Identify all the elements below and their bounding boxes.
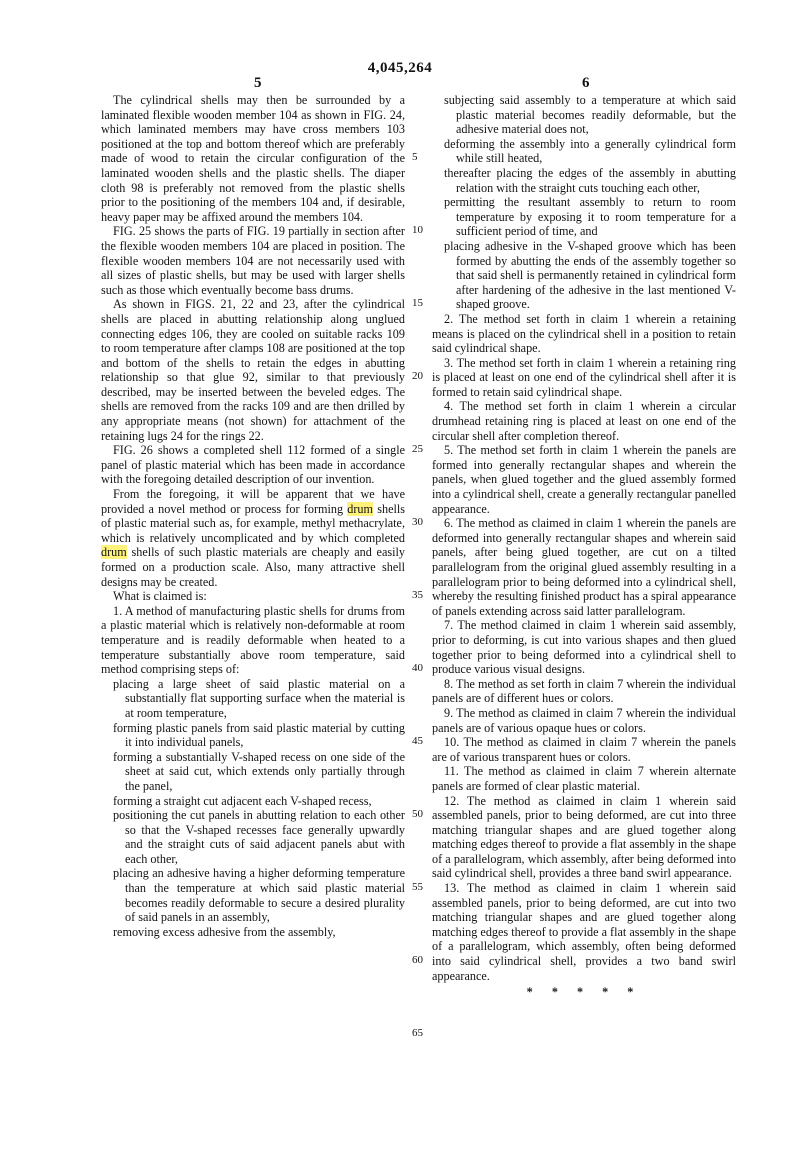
end-mark: * * * * * xyxy=(526,985,642,1000)
line-number: 65 xyxy=(412,1027,423,1039)
claim-step: removing excess adhesive from the assembly, xyxy=(113,924,336,939)
line-number: 15 xyxy=(412,297,423,309)
text-span: shells of plastic material such as, for example, methyl methacrylate, which is relatively uncomplicated and by which completed xyxy=(101,501,405,545)
line-number: 40 xyxy=(412,662,423,674)
paragraph: FIG. 26 shows a completed shell 112 formed of a single panel of plastic material which has been made in accordance with the foregoing detailed description of our invention. xyxy=(101,443,405,487)
line-number: 60 xyxy=(412,954,423,966)
text-span: From the foregoing, it will be apparent that we have provided a novel method or process for forming xyxy=(101,487,405,516)
claim-step: placing adhesive in the V-shaped groove which has been formed by abutting the ends of the assembly together so that said shell is permanently retained in cylindrical form after hardening of the adhesive in the last mentioned V-shaped groove. xyxy=(444,238,736,312)
left-text-column xyxy=(101,93,405,939)
line-number: 10 xyxy=(412,224,423,236)
line-number: 35 xyxy=(412,589,423,601)
claim: 11. The method as claimed in claim 7 wherein alternate panels are formed of clear plastic material. xyxy=(432,764,736,793)
line-number: 5 xyxy=(412,151,418,163)
right-column-number: 6 xyxy=(582,75,590,91)
claim: 9. The method as claimed in claim 7 wherein the individual panels are of various opaque hues or colors. xyxy=(432,705,736,735)
line-number: 30 xyxy=(412,516,423,528)
search-highlight: drum xyxy=(101,545,127,560)
paragraph: As shown in FIGS. 21, 22 and 23, after the cylindrical shells are placed in abutting relationship along unglued connecting edges 106, they are cooled on suitable racks 109 to room temperature after clamps 108 are positioned at the top and bottom of the shells to retain the edges in abutting relationship so that glue 92, similar to that previously described, may be inserted between the beveled edges. The shells are removed from the racks 109 and are then drilled by any appropriate means (not shown) for attachment of the retaining lugs 24 for the rings 22. xyxy=(101,297,405,443)
line-number: 20 xyxy=(412,370,423,382)
claim: 10. The method as claimed in claim 7 wherein the panels are of various transparent hues or colors. xyxy=(432,735,736,764)
paragraph: The cylindrical shells may then be surrounded by a laminated flexible wooden member 104 as shown in FIG. 24, which laminated members may have cross members 103 positioned at the top and bottom thereof which are preferably made of wood to retain the circular configuration of the laminated wooden shells and the plastic shells. The diaper cloth 98 is preferably not removed from the plastic shells prior to the positioning of the members 104 and, if desirable, heavy paper may be affixed around the members 104. xyxy=(101,93,405,224)
claim-step: placing a large sheet of said plastic material on a substantially flat supporting surface when the material is at room temperature, xyxy=(113,676,405,720)
line-number: 55 xyxy=(412,881,423,893)
claim: 2. The method set forth in claim 1 wherein a retaining means is placed on the cylindrical shell in a position to retain said cylindrical shape. xyxy=(432,311,736,356)
claim-step: positioning the cut panels in abutting relation to each other so that the V-shaped recesses face generally upwardly and the straight cuts of said adjacent panels abut with each other, xyxy=(113,808,405,866)
paragraph: FIG. 25 shows the parts of FIG. 19 partially in section after the flexible wooden members 104 are placed in position. The flexible wooden members 104 are not necessarily used with all sizes of plastic shells, but may be used with larger shells such as those which eventually become bass drums. xyxy=(101,224,405,297)
right-text-column xyxy=(432,93,736,1000)
line-number: 45 xyxy=(412,735,423,747)
claim-step: forming a substantially V-shaped recess on one side of the sheet at said cut, which extends only partially through the panel, xyxy=(113,749,405,793)
claim: 8. The method as set forth in claim 7 wherein the individual panels are of different hues or colors. xyxy=(432,676,736,706)
paragraph-with-highlights xyxy=(101,487,405,589)
line-number: 50 xyxy=(412,808,423,820)
claim: 5. The method set forth in claim 1 wherein the panels are formed into generally rectangular shapes and wherein the panels, when glued together and the glued assembly formed into a cylindrical shell, create a generally rectangular panelled appearance. xyxy=(432,443,736,516)
claim: 12. The method as claimed in claim 1 wherein said assembled panels, prior to being deformed, are cut into three matching triangular shapes and are glued together along matching edges thereof to provide a flat assembly in the shape of a parallelogram, which assembly, after being deformed into said cylindrical shell, provides a three band swirl appearance. xyxy=(432,793,736,881)
left-column-number: 5 xyxy=(254,75,262,91)
claim: 3. The method set forth in claim 1 wherein a retaining ring is placed at least on one end of the cylindrical shell after it is formed to retain said cylindrical shape. xyxy=(432,355,736,399)
claim: 13. The method as claimed in claim 1 wherein said assembled panels, prior to being deformed, are cut into two matching triangular shapes and are glued together along matching edges thereof to provide a flat assembly in the shape of a parallelogram, which assembly, often being deformed into said cylindrical shell, provides a two band swirl appearance. xyxy=(432,881,736,983)
claim: 6. The method as claimed in claim 1 wherein the panels are deformed into generally rectangular shapes and wherein said panels, after being glued together, are cut on a tilted parallelogram from the original glued assembly resulting in a parallelogram prior to being deformed into a cylindrical shell, whereby the resulting finished product has a spiral appearance of panels extending across said latter parallelogram. xyxy=(432,516,736,618)
claim-1-intro: 1. A method of manufacturing plastic shells for drums from a plastic material which is relatively non-deformable at room temperature and is readily deformable when heated to a temperature substantially above room temperature, said method comprising steps of: xyxy=(101,603,405,677)
claim-step: forming a straight cut adjacent each V-shaped recess, xyxy=(113,793,372,808)
claim: 7. The method claimed in claim 1 wherein said assembly, prior to deforming, is cut into various shapes and then glued together prior to being deformed into a cylindrical shell to produce various visual designs. xyxy=(432,618,736,677)
claims-heading: What is claimed is: xyxy=(113,589,207,604)
patent-number: 4,045,264 xyxy=(367,60,433,76)
claim-step: subjecting said assembly to a temperature at which said plastic material becomes readily deformable, but the adhesive material does not, xyxy=(444,93,736,137)
claim-step: forming plastic panels from said plastic material by cutting it into individual panels, xyxy=(113,720,405,750)
line-number: 25 xyxy=(412,443,423,455)
claim-step: thereafter placing the edges of the assembly in abutting relation with the straight cuts touching each other, xyxy=(444,165,736,195)
claim-step: deforming the assembly into a generally cylindrical form while still heated, xyxy=(444,136,736,166)
claim-step: placing an adhesive having a higher deforming temperature than the temperature at which said plastic material becomes readily deformable to secure a desired plurality of said panels in an assembly, xyxy=(113,866,405,925)
search-highlight: drum xyxy=(347,501,374,516)
claim-step: permitting the resultant assembly to return to room temperature by exposing it to room temperature for a sufficient period of time, and xyxy=(444,195,736,239)
claim: 4. The method set forth in claim 1 wherein a circular drumhead retaining ring is placed at least on one end of the circular shell after completion thereof. xyxy=(432,399,736,443)
text-span: shells of such plastic materials are cheaply and easily formed on a production scale. Also, many attractive shell designs may be created. xyxy=(101,545,405,589)
